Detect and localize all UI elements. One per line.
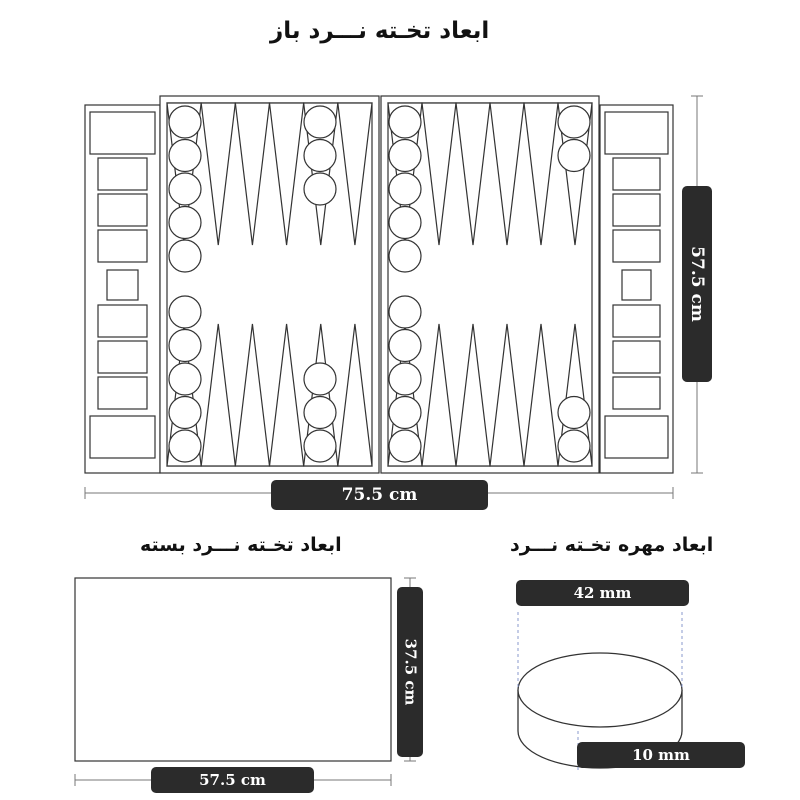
checker bbox=[169, 240, 201, 272]
checker bbox=[169, 296, 201, 328]
checker bbox=[389, 173, 421, 205]
checker bbox=[389, 207, 421, 239]
tray-slot bbox=[605, 416, 668, 458]
tray-slot bbox=[613, 194, 660, 226]
tray-slot bbox=[90, 416, 155, 458]
tray-slot bbox=[107, 270, 138, 300]
closed-board-title: ابعاد تخـته نـــرد بسته bbox=[140, 534, 342, 556]
checker-top bbox=[518, 653, 682, 727]
open-board bbox=[85, 96, 673, 473]
tray-slot bbox=[90, 112, 155, 154]
tray-slot bbox=[98, 377, 147, 409]
tray-slot bbox=[613, 230, 660, 262]
tray-slot bbox=[98, 158, 147, 190]
open-width-label: 75.5 cm bbox=[271, 480, 488, 510]
tray-slot bbox=[605, 112, 668, 154]
checker bbox=[304, 140, 336, 172]
tray-slot bbox=[98, 305, 147, 337]
open-board-title: ابعاد تخـته نـــرد باز bbox=[270, 18, 490, 44]
checker bbox=[304, 106, 336, 138]
checker bbox=[558, 140, 590, 172]
open-height-label: 57.5 cm bbox=[682, 186, 712, 382]
checker bbox=[304, 397, 336, 429]
checker bbox=[558, 430, 590, 462]
checker bbox=[389, 397, 421, 429]
checker bbox=[169, 207, 201, 239]
tray-slot bbox=[98, 341, 147, 373]
tray-slot bbox=[613, 377, 660, 409]
checker bbox=[389, 106, 421, 138]
checker bbox=[169, 173, 201, 205]
checker bbox=[389, 140, 421, 172]
tray-slot bbox=[613, 341, 660, 373]
closed-width-label: 57.5 cm bbox=[151, 767, 314, 793]
checker bbox=[389, 330, 421, 362]
checker bbox=[389, 363, 421, 395]
checker bbox=[169, 140, 201, 172]
checker bbox=[389, 296, 421, 328]
tray-slot bbox=[98, 230, 147, 262]
checker bbox=[558, 106, 590, 138]
checker bbox=[169, 106, 201, 138]
checker bbox=[169, 397, 201, 429]
checker bbox=[389, 240, 421, 272]
checker-diameter-label: 42 mm bbox=[516, 580, 689, 606]
checker bbox=[304, 363, 336, 395]
checker bbox=[169, 330, 201, 362]
closed-height-label: 37.5 cm bbox=[397, 587, 423, 757]
checker-title: ابعاد مهره تخـته نـــرد bbox=[510, 534, 714, 556]
tray-slot bbox=[613, 305, 660, 337]
checker bbox=[304, 173, 336, 205]
checker bbox=[169, 430, 201, 462]
tray-slot bbox=[613, 158, 660, 190]
tray-slot bbox=[622, 270, 651, 300]
checker bbox=[389, 430, 421, 462]
tray-slot bbox=[98, 194, 147, 226]
checker-thickness-label: 10 mm bbox=[577, 742, 745, 768]
checker bbox=[169, 363, 201, 395]
checker bbox=[558, 397, 590, 429]
closed-board bbox=[75, 578, 391, 761]
checker bbox=[304, 430, 336, 462]
